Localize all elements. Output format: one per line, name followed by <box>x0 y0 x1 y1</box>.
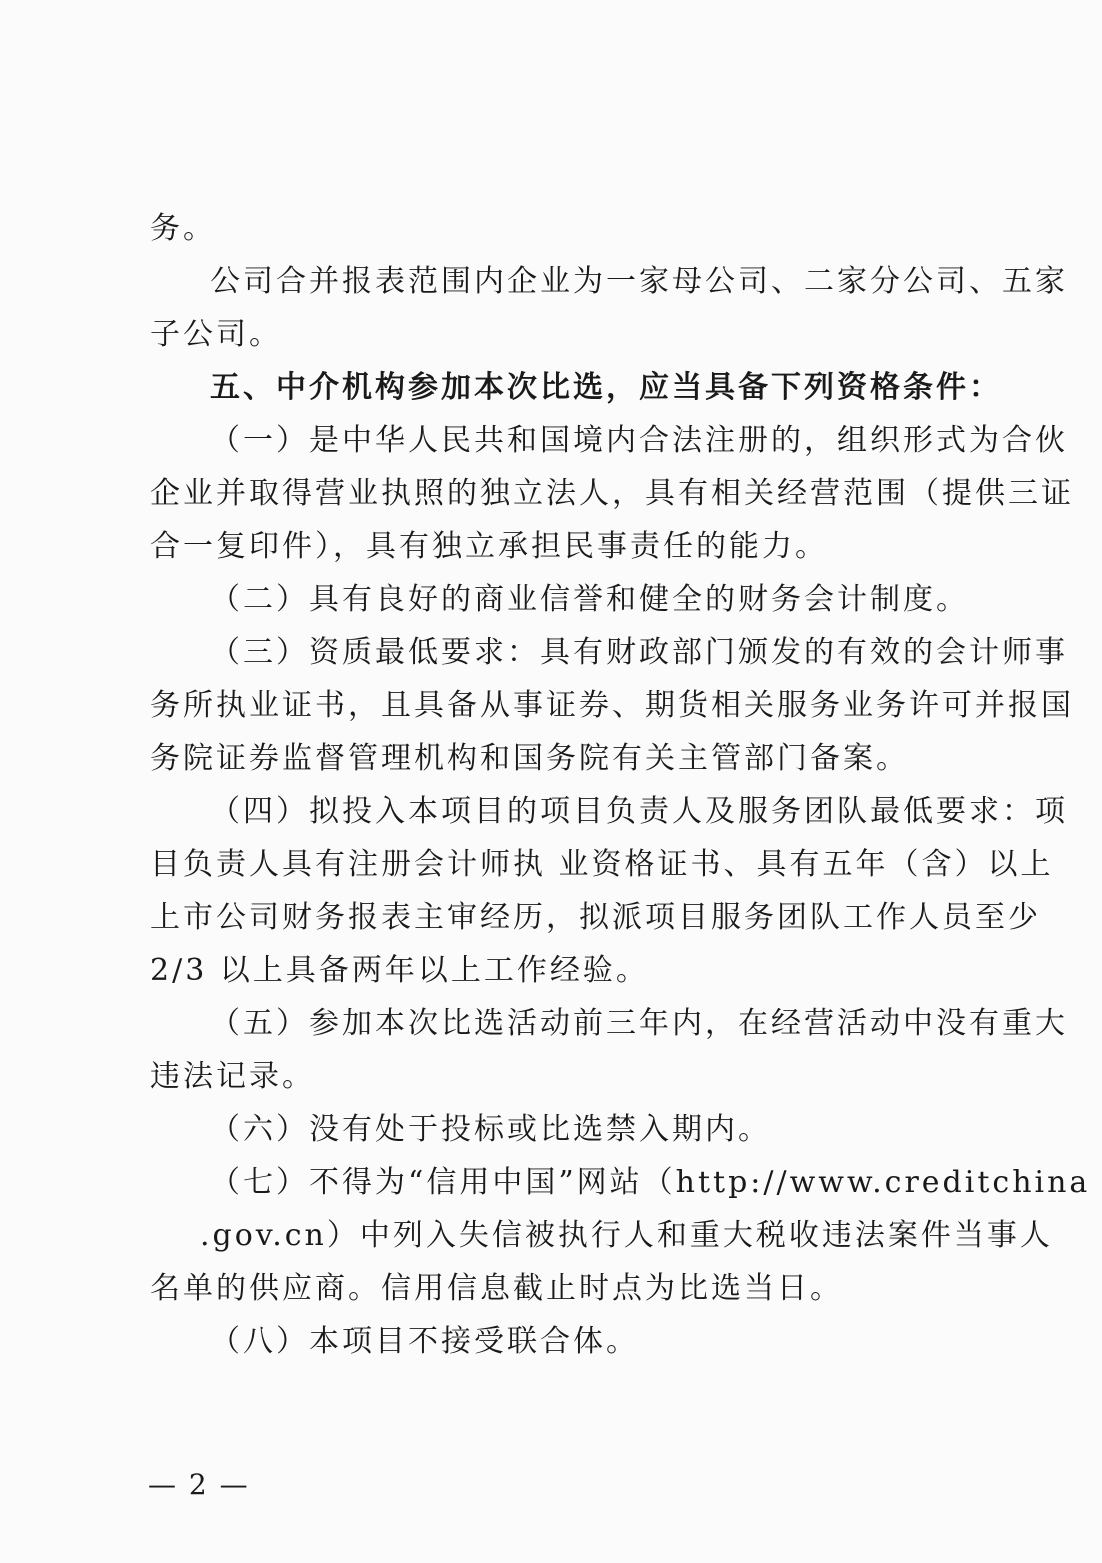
text-line: （八）本项目不接受联合体。 <box>210 1324 639 1359</box>
text-line: （四）拟投入本项目的项目负责人及服务团队最低要求：项 <box>210 794 1068 829</box>
text-line: 公司合并报表范围内企业为一家母公司、二家分公司、五家 <box>210 264 1068 299</box>
text-line: 违法记录。 <box>150 1059 315 1094</box>
section-heading: 五、中介机构参加本次比选，应当具备下列资格条件： <box>210 370 1002 405</box>
text-line: 合一复印件），具有独立承担民事责任的能力。 <box>150 529 828 564</box>
text-line: 企业并取得营业执照的独立法人，具有相关经营范围（提供三证 <box>150 476 1074 511</box>
text-line: 上市公司财务报表主审经历，拟派项目服务团队工作人员至少 <box>150 900 1041 935</box>
text-line: 2/3 以上具备两年以上工作经验。 <box>150 953 649 988</box>
text-line: （六）没有处于投标或比选禁入期内。 <box>210 1112 771 1147</box>
text-line: （五）参加本次比选活动前三年内，在经营活动中没有重大 <box>210 1006 1068 1041</box>
page-number: — 2 — <box>148 1468 250 1501</box>
text-line: .gov.cn）中列入失信被执行人和重大税收违法案件当事人 <box>200 1218 1053 1253</box>
text-line: 子公司。 <box>150 317 282 352</box>
text-line: 务院证券监督管理机构和国务院有关主管部门备案。 <box>150 741 909 776</box>
text-line: （二）具有良好的商业信誉和健全的财务会计制度。 <box>210 582 969 617</box>
text-line: 务所执业证书，且具备从事证券、期货相关服务业务许可并报国 <box>150 688 1074 723</box>
text-line: （三）资质最低要求：具有财政部门颁发的有效的会计师事 <box>210 635 1068 670</box>
text-line: 务。 <box>150 211 216 246</box>
text-line: （七）不得为“信用中国”网站（http://www.creditchina <box>210 1165 1091 1200</box>
text-line: （一）是中华人民共和国境内合法注册的，组织形式为合伙 <box>210 423 1068 458</box>
text-line: 目负责人具有注册会计师执 业资格证书、具有五年（含）以上 <box>150 847 1054 882</box>
text-line: 名单的供应商。信用信息截止时点为比选当日。 <box>150 1271 843 1306</box>
